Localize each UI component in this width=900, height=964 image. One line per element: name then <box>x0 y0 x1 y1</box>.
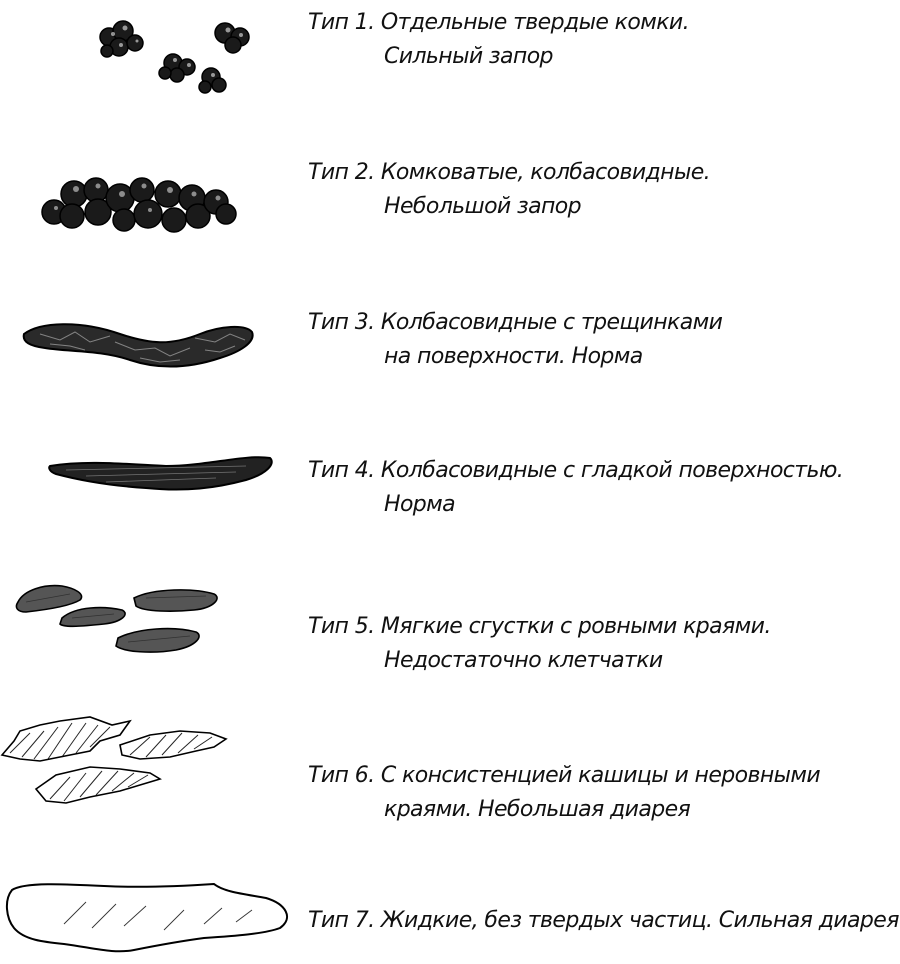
type-4-caption <box>308 454 843 522</box>
type-2-caption <box>308 156 710 224</box>
type-7-illustration <box>4 874 294 964</box>
type-6-caption <box>308 759 820 827</box>
type-5-illustration <box>14 576 234 666</box>
type-7-caption <box>308 904 899 938</box>
type-4-title: Тип 4. Колбасовидные с гладкой поверхностью. <box>308 458 844 483</box>
type-7-title: Тип 7. Жидкие, без твердых частиц. Сильная диарея <box>308 908 899 933</box>
type-1-title: Тип 1. Отдельные твердые комки. <box>308 10 689 35</box>
type-6-row <box>0 705 900 825</box>
type-1-illustration <box>95 15 265 105</box>
type-1-caption <box>308 6 689 74</box>
type-2-row <box>0 150 900 260</box>
type-1-description: Сильный запор <box>384 44 553 69</box>
type-1-row <box>0 0 900 110</box>
type-3-caption <box>308 306 722 374</box>
type-6-title: Тип 6. С консистенцией кашицы и неровными <box>308 763 821 788</box>
type-2-description: Небольшой запор <box>384 194 582 219</box>
type-5-caption <box>308 610 771 678</box>
type-4-row <box>0 448 900 558</box>
type-6-description: краями. Небольшая диарея <box>384 797 691 822</box>
type-3-row <box>0 300 900 420</box>
type-3-title: Тип 3. Колбасовидные с трещинками <box>308 310 723 335</box>
type-5-row <box>0 570 900 680</box>
type-4-illustration <box>46 452 276 502</box>
type-7-row <box>0 860 900 960</box>
type-6-illustration <box>0 711 240 811</box>
type-4-description: Норма <box>384 492 456 517</box>
type-5-description: Недостаточно клетчатки <box>384 648 663 673</box>
type-2-illustration <box>38 164 248 244</box>
type-2-title: Тип 2. Комковатые, колбасовидные. <box>308 160 711 185</box>
type-3-illustration <box>20 312 260 382</box>
type-5-title: Тип 5. Мягкие сгустки с ровными краями. <box>308 614 771 639</box>
type-3-description: на поверхности. Норма <box>384 344 643 369</box>
